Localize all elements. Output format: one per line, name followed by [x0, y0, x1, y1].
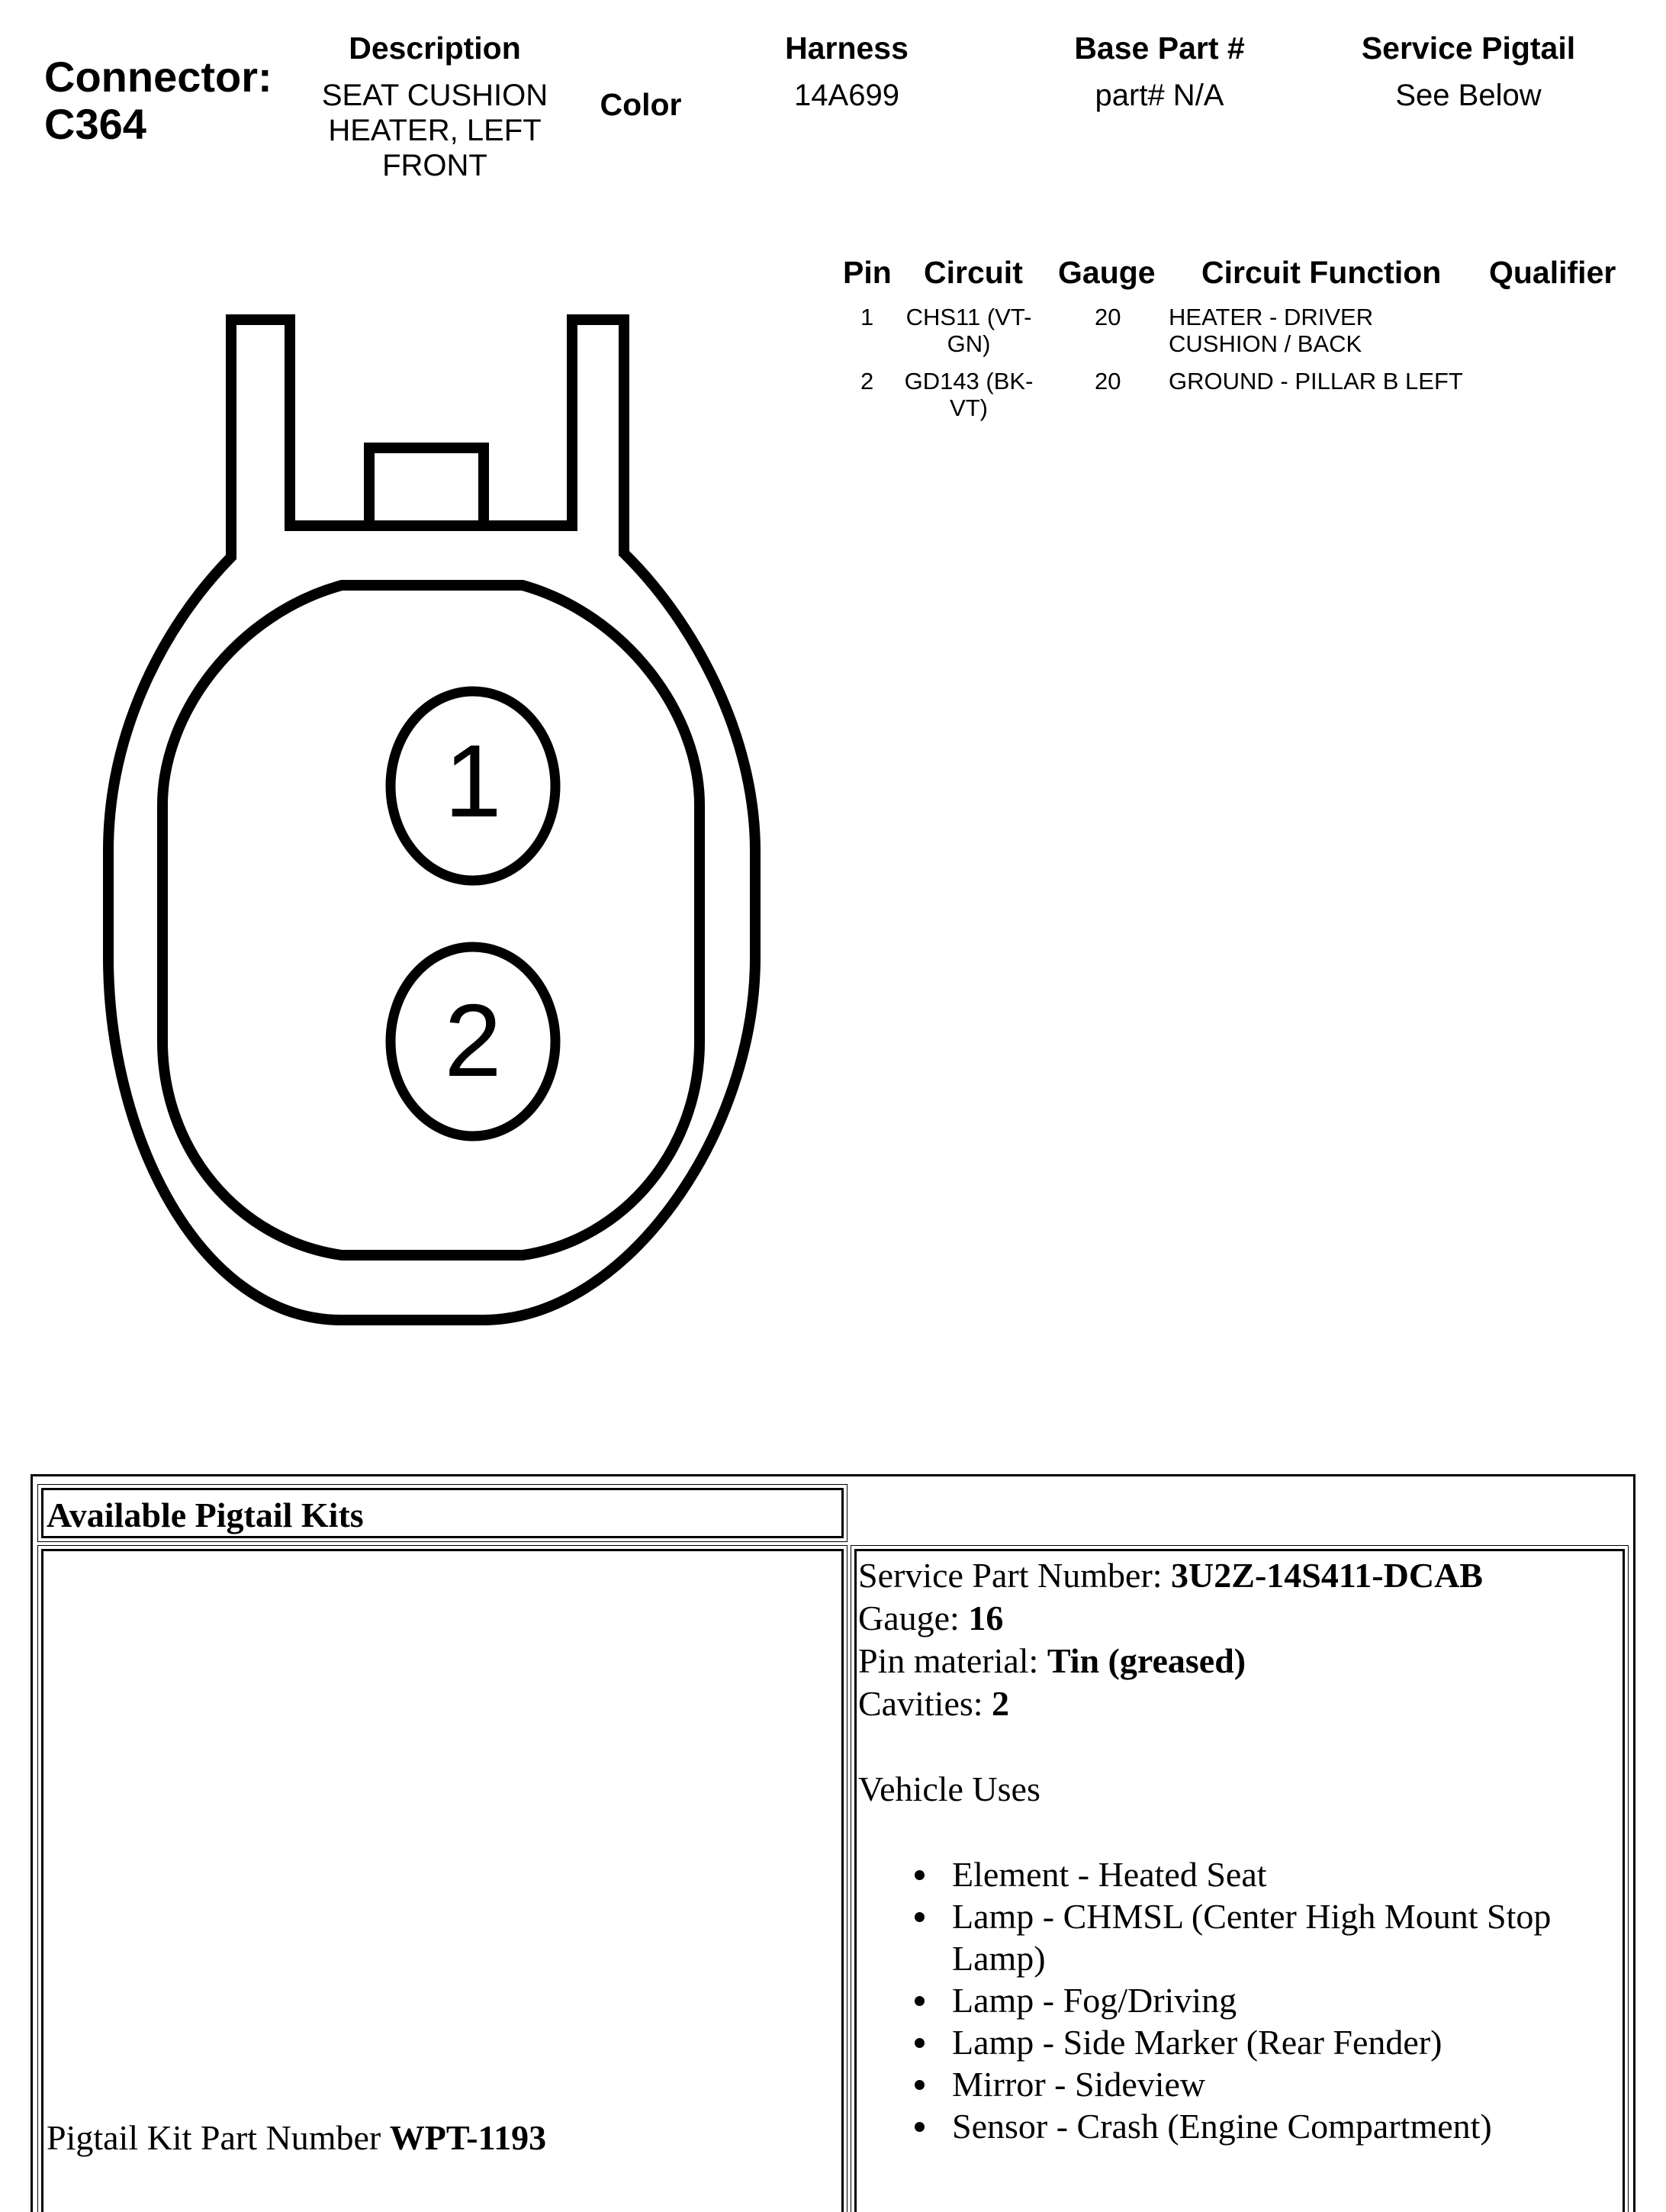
function-line: HEATER - DRIVER	[1169, 304, 1374, 330]
list-item-text: Lamp - Fog/Driving	[952, 1981, 1237, 2020]
circuit-function-header: Circuit Function	[1201, 255, 1442, 290]
list-item	[858, 2105, 1551, 2147]
function-cell	[1169, 368, 1463, 394]
bullet-icon	[915, 1996, 925, 2006]
pin-number: 1	[860, 304, 874, 330]
list-item-text: Lamp - CHMSL (Center High Mount Stop	[952, 1897, 1552, 1936]
pin-material-value: Tin (greased)	[1047, 1641, 1246, 1680]
description-line: HEATER, LEFT	[328, 114, 542, 147]
base-part-header: Base Part #	[1074, 31, 1245, 66]
description-line: SEAT CUSHION	[321, 79, 548, 112]
circuit-line: GD143 (BK-	[904, 368, 1034, 394]
list-item-text: Element - Heated Seat	[952, 1855, 1267, 1894]
connector-face-diagram	[99, 309, 770, 1331]
service-part-value: 3U2Z-14S411-DCAB	[1171, 1556, 1483, 1595]
pigtail-kits-heading: Available Pigtail Kits	[47, 1496, 364, 1534]
connector-title	[44, 53, 272, 148]
connector-id: C364	[44, 100, 146, 148]
cavities-line	[858, 1682, 1551, 1725]
bullet-icon	[915, 1870, 925, 1880]
connector-inner-wall	[162, 585, 700, 1255]
list-item-text: Sensor - Crash (Engine Compartment)	[952, 2107, 1492, 2146]
connector-label: Connector:	[44, 53, 272, 101]
bullet-icon	[915, 2122, 925, 2132]
description-value	[290, 78, 580, 183]
circuit-line: CHS11 (VT-	[905, 304, 1032, 330]
list-item	[858, 1895, 1551, 1979]
harness-value: 14A699	[794, 79, 899, 112]
gauge-cell: 20	[1095, 304, 1121, 330]
gauge-line	[858, 1597, 1551, 1640]
pigtail-kit-part-number	[47, 2117, 546, 2158]
pin-header: Pin	[843, 255, 892, 290]
connector-key	[369, 448, 484, 526]
circuit-line: VT)	[950, 394, 988, 421]
vehicle-uses-list	[858, 1853, 1551, 2147]
kit-part-label: Pigtail Kit Part Number	[47, 2118, 381, 2157]
function-cell	[1169, 304, 1373, 357]
cavity-1-label: 1	[444, 723, 502, 839]
vehicle-uses-heading: Vehicle Uses	[858, 1769, 1040, 1808]
cavity-2-label: 2	[444, 983, 502, 1098]
gauge-header: Gauge	[1058, 255, 1156, 290]
function-line: CUSHION / BACK	[1169, 330, 1362, 357]
service-part-label: Service Part Number:	[858, 1556, 1163, 1595]
service-part-number-line	[858, 1554, 1551, 1597]
circuit-cell	[900, 368, 1037, 421]
kit-part-value: WPT-1193	[389, 2118, 547, 2157]
service-pigtail-header: Service Pigtail	[1361, 31, 1576, 66]
gauge-cell: 20	[1095, 368, 1121, 394]
circuit-header: Circuit	[924, 255, 1023, 290]
list-item	[858, 2021, 1551, 2063]
cavities-value: 2	[992, 1684, 1010, 1723]
pin-material-line	[858, 1640, 1551, 1682]
list-item	[858, 2063, 1551, 2105]
gauge-value: 16	[968, 1599, 1004, 1637]
pigtail-image-box	[41, 1549, 844, 2212]
description-header: Description	[349, 31, 521, 66]
gauge-label: Gauge:	[858, 1599, 960, 1637]
pigtail-details-box	[854, 1549, 1625, 2212]
cavities-label: Cavities:	[858, 1684, 983, 1723]
bullet-icon	[915, 2038, 925, 2048]
list-item	[858, 1979, 1551, 2021]
pin-material-label: Pin material:	[858, 1641, 1039, 1680]
function-line: GROUND - PILLAR B LEFT	[1169, 368, 1463, 394]
circuit-cell	[900, 304, 1037, 357]
list-item	[858, 1853, 1551, 1895]
bullet-icon	[915, 1912, 925, 1922]
base-part-value: part# N/A	[1095, 79, 1224, 112]
harness-header: Harness	[785, 31, 909, 66]
circuit-line: GN)	[947, 330, 991, 357]
list-item-text: Lamp)	[952, 1939, 1046, 1978]
list-item-text: Mirror - Sideview	[952, 2065, 1206, 2104]
color-header: Color	[600, 87, 682, 122]
pin-number: 2	[860, 368, 874, 394]
description-line: FRONT	[382, 149, 487, 182]
qualifier-header: Qualifier	[1489, 255, 1616, 290]
bullet-icon	[915, 2080, 925, 2090]
pigtail-heading-box	[41, 1488, 844, 1538]
service-pigtail-value: See Below	[1395, 79, 1542, 112]
list-item-text: Lamp - Side Marker (Rear Fender)	[952, 2023, 1442, 2062]
